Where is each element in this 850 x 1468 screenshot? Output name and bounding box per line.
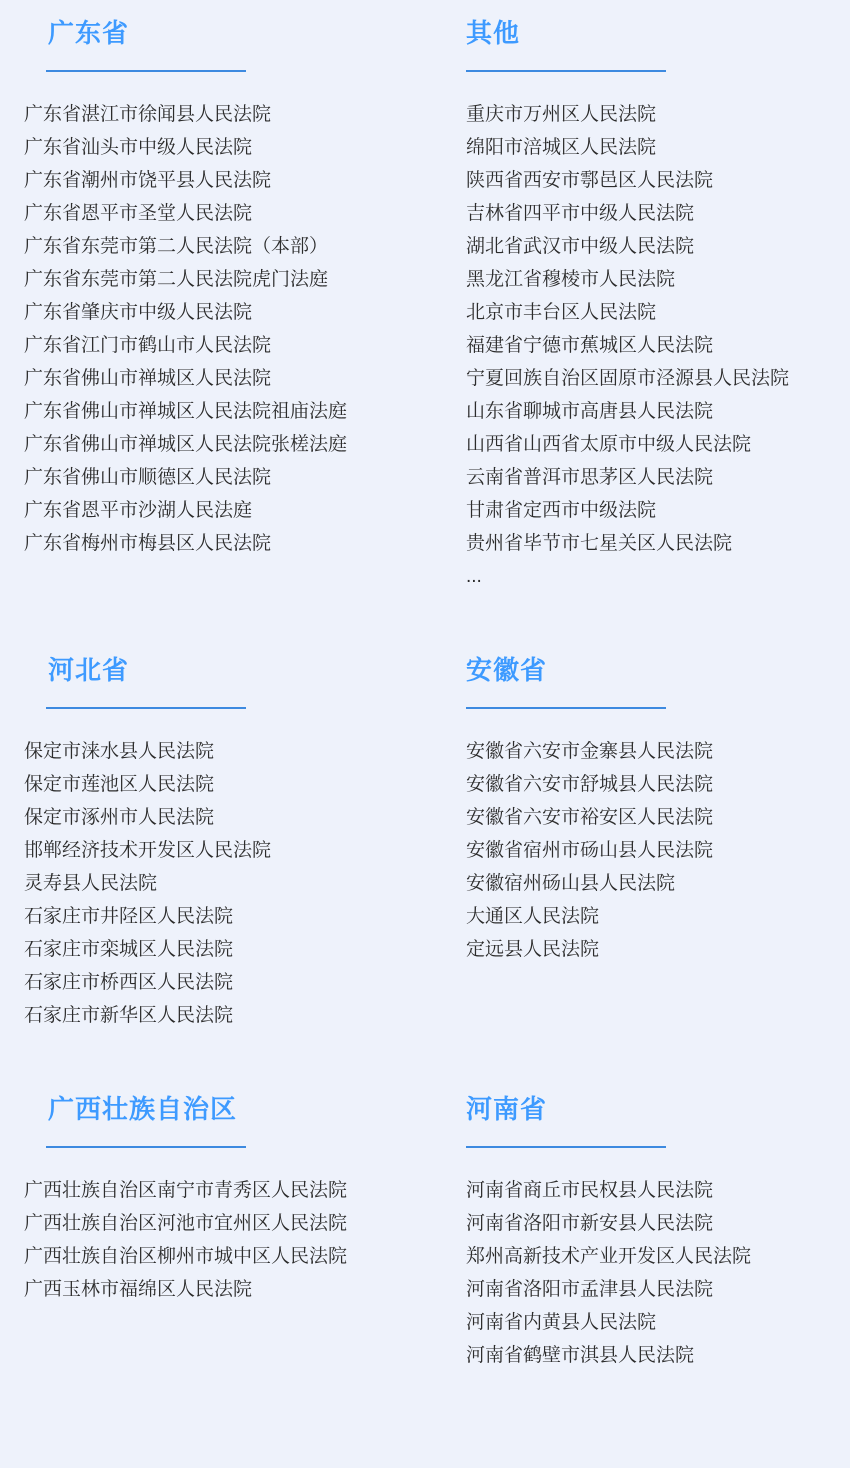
section-title: 河南省 [466,1094,548,1124]
list-item: 保定市涿州市人民法院 [24,807,215,828]
list-item: 石家庄市栾城区人民法院 [24,939,234,960]
section-title: 安徽省 [466,655,548,685]
list-item: 保定市涞水县人民法院 [24,741,215,762]
section-title: 河北省 [48,655,130,685]
title-underline [466,1146,666,1148]
court-list-henan [466,1174,816,1372]
court-list-anhui [466,735,816,966]
list-item: 河南省洛阳市新安县人民法院 [466,1213,714,1234]
title-underline [466,707,666,709]
list-item: 河南省洛阳市孟津县人民法院 [466,1279,714,1300]
section-other [444,18,826,593]
section-guangxi [24,1094,444,1372]
section-title: 广东省 [48,18,130,48]
list-item: 安徽省六安市裕安区人民法院 [466,807,714,828]
list-item: 广东省东莞市第二人民法院虎门法庭 [24,269,329,290]
list-item-ellipsis: ... [466,566,482,587]
section-anhui [444,655,826,1032]
court-list-guangdong [24,98,434,560]
title-underline [466,70,666,72]
section-hebei [24,655,444,1032]
list-item: 广东省江门市鹤山市人民法院 [24,335,272,356]
list-item: 广东省佛山市顺德区人民法院 [24,467,272,488]
section-row-3 [24,1094,826,1372]
list-item: 重庆市万州区人民法院 [466,104,657,125]
section-row-1 [24,18,826,593]
list-item: 安徽省六安市舒城县人民法院 [466,774,714,795]
list-item: 灵寿县人民法院 [24,873,158,894]
list-item: 安徽宿州砀山县人民法院 [466,873,676,894]
list-item: 广东省佛山市禅城区人民法院张槎法庭 [24,434,348,455]
list-item: 广东省潮州市饶平县人民法院 [24,170,272,191]
list-item: 吉林省四平市中级人民法院 [466,203,695,224]
list-item: 大通区人民法院 [466,906,600,927]
list-item: 广东省佛山市禅城区人民法院祖庙法庭 [24,401,348,422]
section-row-2 [24,655,826,1032]
title-underline [46,1146,246,1148]
list-item: 石家庄市井陉区人民法院 [24,906,234,927]
list-item: 广东省梅州市梅县区人民法院 [24,533,272,554]
list-item: 陕西省西安市鄠邑区人民法院 [466,170,714,191]
list-item: 山东省聊城市高唐县人民法院 [466,401,714,422]
title-underline [46,707,246,709]
court-list-hebei [24,735,434,1032]
list-item: 福建省宁德市蕉城区人民法院 [466,335,714,356]
list-item: 郑州高新技术产业开发区人民法院 [466,1246,752,1267]
list-item: 河南省商丘市民权县人民法院 [466,1180,714,1201]
section-title: 广西壮族自治区 [48,1094,238,1124]
list-item: 河南省鹤壁市淇县人民法院 [466,1345,695,1366]
list-item: 安徽省六安市金寨县人民法院 [466,741,714,762]
row-spacer [24,593,826,655]
list-item: 广西壮族自治区南宁市青秀区人民法院 [24,1180,348,1201]
list-item: 北京市丰台区人民法院 [466,302,657,323]
list-item: 邯郸经济技术开发区人民法院 [24,840,272,861]
list-item: 保定市莲池区人民法院 [24,774,215,795]
section-guangdong [24,18,444,593]
list-item: 安徽省宿州市砀山县人民法院 [466,840,714,861]
list-item: 广东省汕头市中级人民法院 [24,137,253,158]
list-item: 黑龙江省穆棱市人民法院 [466,269,676,290]
list-item: 广西壮族自治区河池市宜州区人民法院 [24,1213,348,1234]
section-henan [444,1094,826,1372]
list-item: 绵阳市涪城区人民法院 [466,137,657,158]
list-item: 贵州省毕节市七星关区人民法院 [466,533,733,554]
list-item: 宁夏回族自治区固原市泾源县人民法院 [466,368,790,389]
list-item: 广西玉林市福绵区人民法院 [24,1279,253,1300]
list-item: 广东省肇庆市中级人民法院 [24,302,253,323]
list-item: 石家庄市新华区人民法院 [24,1005,234,1026]
list-item: 广西壮族自治区柳州市城中区人民法院 [24,1246,348,1267]
list-item: 广东省恩平市圣堂人民法院 [24,203,253,224]
list-item: 广东省湛江市徐闻县人民法院 [24,104,272,125]
list-item: 云南省普洱市思茅区人民法院 [466,467,714,488]
court-list-guangxi [24,1174,434,1306]
section-title: 其他 [466,18,521,48]
list-item: 河南省内黄县人民法院 [466,1312,657,1333]
court-list-other [466,98,816,593]
list-item: 湖北省武汉市中级人民法院 [466,236,695,257]
row-spacer [24,1032,826,1094]
list-item: 广东省佛山市禅城区人民法院 [24,368,272,389]
title-underline [46,70,246,72]
list-item: 石家庄市桥西区人民法院 [24,972,234,993]
list-item: 甘肃省定西市中级法院 [466,500,657,521]
list-item: 广东省东莞市第二人民法院（本部） [24,236,329,257]
list-item: 定远县人民法院 [466,939,600,960]
list-item: 广东省恩平市沙湖人民法庭 [24,500,253,521]
list-item: 山西省山西省太原市中级人民法院 [466,434,752,455]
